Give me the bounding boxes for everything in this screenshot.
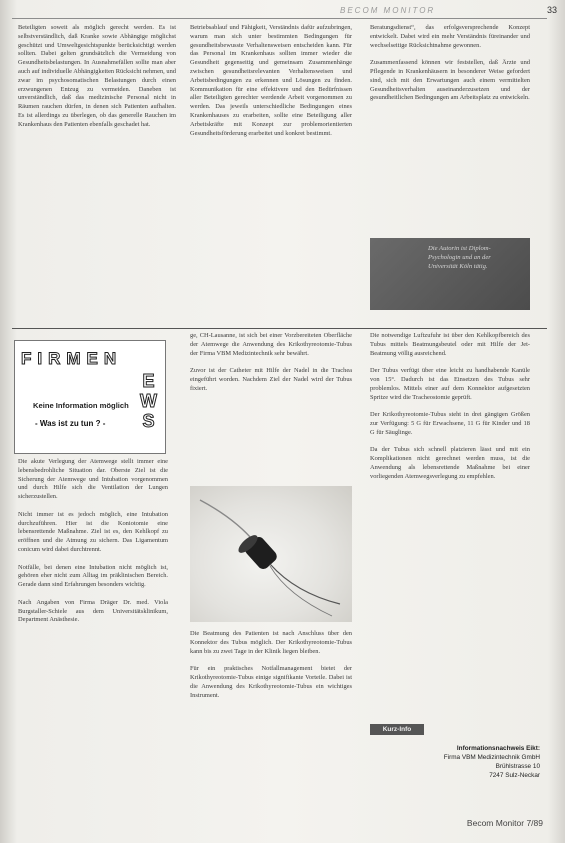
header-brand: BECOM MONITOR (340, 6, 436, 15)
firmen-stack (140, 371, 157, 431)
bottom-article-column-1: Die akute Verlegung der Atemwege stellt immer eine lebensbedrohliche Situation dar. Oberste Ziel ist die Sicherung der Atemwege und Intubation vorgenommen und durch Hilfe sich die Ventilation der Lungen sicherzustellen. Nicht immer ist es jedoch möglich, eine Intubation durchzuführen. Hier ist die Koniotomie eine lebensrettende Maßnahme. Ziel ist es, den Kehlkopf zu eröffnen und die Atmung zu sichern. Das Ligamentum conicum wird dabei durchtrennt. Notfälle, bei denen eine Intubation nicht möglich ist, gehören eher nicht zum Alltag im präklinischen Bereich. Gerade dann sind Erfahrungen besonders wichtig. Nach Angaben von Firma Dräger Dr. med. Viola Burgstaller-Schiele aus dem Universitätsklinikum, Department Anästhesie. (18, 458, 168, 624)
bottom-article-column-3: Die notwendige Luftzufuhr ist über den Kehlkopfbereich des Tubus mittels Beatmungsbeutel oder mit Hilfe der Jet-Beatmung völlig ausreichend. Der Tubus verfügt über eine leicht zu handhabende Kanüle von 15°. Dadurch ist das Einsetzen des Tubus sehr problemlos. Mittels einer auf dem Konnektor aufgesetzten Spritze wird die Tracheostomie geprüft. Der Krikothyreotomie-Tubus steht in drei gängigen Größen zur Verfügung: 5 G für Erwachsene, 11 G für Kinder und 18 G für Säuglinge. Da der Tubus sich schnell platzieren lässt und mit ein Komplikationen nicht gerechnet werden muss, ist die Anwendung als lebensrettende Maßnahme bei einer vorliegenden Atemwegsverlegung zu empfehlen. (370, 332, 530, 480)
firmen-question: - Was ist zu tun ? - (35, 419, 106, 428)
contact-street: Brühlstrasse 10 (495, 763, 540, 770)
tube-illustration (190, 486, 352, 622)
tube-photo (190, 486, 352, 622)
firmen-stack-letter: E (142, 371, 155, 391)
firmen-stack-letter: W (140, 391, 157, 411)
top-article-column-2: Betriebsablauf und Fähigkeit, Verständnis dafür aufzubringen, warum man sich unter bestimmten Bedingungen für gesundheitsbewusste Verhaltensweisen entscheiden kann. Für das Personal im Krankenhaus sollten immer wieder die Gesundheit gegenseitig und gemeinsam Zusammenhänge zwischen gesundheitsrelevanten Verhaltensweisen und Arbeitsbedingungen zu erkennen und Lösungen zu finden. Kommunikation für eine effektivere und den Bedürfnissen aller Beteiligten gerechter werdende Arbeit vorgenommen zu werden. Das jeweils unterschiedliche Bedingungen eines Krankenhauses zu erarbeiten, sollte eine Beteiligung aller Arbeitskräfte mit Konzept zur problemorientierten Gesundheitsförderung erarbeitet und konkret bestimmt. (190, 24, 352, 137)
contact-company: Firma VBM Medizintechnik GmbH (443, 754, 540, 761)
bottom-article-column-2: ge, CH-Lausanne, ist sich bei einer Vorzbereiteten Oberfläche der Atemwege die Anwendung des Krikothyreotomie-Tubus der Firma VBM Medizintechnik sehr bewährt. Zuvor ist der Catheter mit Hilfe der Nadel in die Trachea eingeführt worden. Nachdem Ziel der Nadel wird der Tubus fixiert. (190, 332, 352, 392)
kurz-info-tag: Kurz-Info (370, 724, 424, 735)
page-number: 33 (546, 5, 557, 15)
author-caption: Die Autorin ist Diplom-Psychologin und an der Universität Köln tätig. (370, 238, 530, 310)
firmen-title: FIRMEN (21, 349, 123, 368)
firmen-stack-letter: S (142, 411, 155, 431)
footer-issue: Becom Monitor 7/89 (466, 818, 543, 828)
top-article-column-1: Beteiligten soweit als möglich gerecht werden. Es ist selbstverständlich, daß Kranke sowie Abhängige möglichst geschützt und Umweltgesichtspunkte berücksichtigt werden sollten. Dabei gelten grundsätzlich die Vermeidung von Gesundheitsbelastungen. In Ausnahmefällen sollte man aber auch auf individuelle Abhängigkeiten Rücksicht nehmen, und zwar im psychosomatischen Belastungen durch einen erzwungenen Entzug zu vermeiden. Daneben ist unverständlich, daß das medizinische Personal nicht in Räumen rauchen dürfen, in denen sich Patienten aufhalten. Es ist allerdings zu überlegen, ob das generelle Rauchen im Krankenhaus den Patienten ebenfalls geschadet hat. (18, 24, 176, 128)
top-article-column-3: Beratungsdienst“, das erfolgsversprechende Konzept entwickelt. Dabei wird ein mehr Verständnis füreinander und wechselseitige Rücksichtnahme gewonnen. Zusammenfassend können wir feststellen, daß Ärzte und Pflegende in Krankenhäusern in besonderer Weise gefordert sind, sich mit den Erwartungen auch einem vermittelten Gesundheitsverhalten auseinanderzusetzen und der gesundheitlichen Bedingungen am Arbeitsplatz zu entwickeln. (370, 24, 530, 102)
contact-block (420, 744, 540, 780)
section-divider (12, 328, 547, 329)
firmen-subtitle: Keine Information möglich (33, 401, 129, 410)
bottom-article-column-2b: Die Beatmung des Patienten ist nach Anschluss über den Konnektor des Tubus möglich. Der Krikothyreotomie-Tubus kann bis zu zwei Tage in der Klinik liegen bleiben. Für ein praktisches Notfallmanagement bietet der Krikothyreotomie-Tubus einige signifikante Vorteile. Dabei ist die Anwendung des Krikothyreotomie-Tubus ein wichtiges Instrument. (190, 630, 352, 699)
header-rule (12, 18, 547, 19)
contact-city: 7247 Sulz-Neckar (489, 772, 540, 779)
firmen-news-box (14, 340, 166, 454)
contact-heading: Informationsnachweis Eikt: (456, 745, 540, 752)
